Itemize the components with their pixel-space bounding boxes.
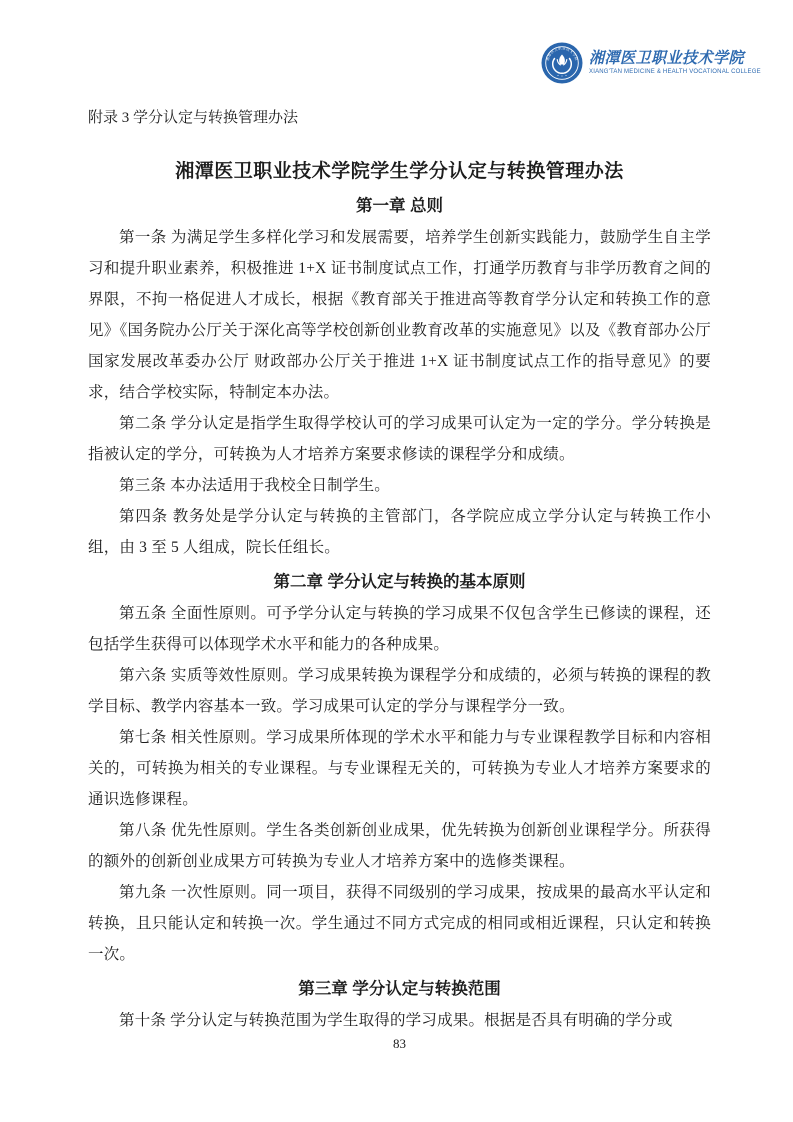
paragraph-article-6: 第六条 实质等效性原则。学习成果转换为课程学分和成绩的，必须与转换的课程的教学目标、教学内容基本一致。学习成果可认定的学分与课程学分一致。 — [88, 667, 711, 715]
paragraph-article-5: 第五条 全面性原则。可予学分认定与转换的学习成果不仅包含学生已修读的课程，还包括学生获得可以体现学术水平和能力的各种成果。 — [88, 605, 711, 653]
document-content — [88, 0, 711, 1036]
chapter-heading-1: 第一章 总则 — [355, 197, 444, 215]
document-title: 湘潭医卫职业技术学院学生学分认定与转换管理办法 — [175, 161, 624, 182]
appendix-label: 附录 3 学分认定与转换管理办法 — [88, 110, 299, 126]
page-number: 83 — [393, 1036, 406, 1051]
paragraph-article-4: 第四条 教务处是学分认定与转换的主管部门，各学院应成立学分认定与转换工作小组，由 3 至 5 人组成，院长任组长。 — [88, 508, 711, 556]
chapter-heading-3: 第三章 学分认定与转换范围 — [298, 980, 501, 998]
paragraph-article-9: 第九条 一次性原则。同一项目，获得不同级别的学习成果，按成果的最高水平认定和转换，且只能认定和转换一次。学生通过不同方式完成的相同或相近课程，只认定和转换一次。 — [88, 884, 711, 963]
paragraph-article-1: 第一条 为满足学生多样化学习和发展需要，培养学生创新实践能力，鼓励学生自主学习和提升职业素养，积极推进 1+X 证书制度试点工作，打通学历教育与非学历教育之间的界限，不拘一格促进人才成长，根据《教育部关于推进高等教育学分认定和转换工作的意见》《国务院办公厅关于深化高等学校创新创业教育改革的实施意见》以及《教育部办公厅 国家发展改革委办公厅 财政部办公厅关于推进 1+X 证书制度试点工作的指导意见》的要求，结合学校实际，特制定本办法。 — [88, 229, 711, 401]
paragraph-article-10: 第十条 学分认定与转换范围为学生取得的学习成果。根据是否具有明确的学分或 — [119, 1012, 673, 1029]
paragraph-article-7: 第七条 相关性原则。学习成果所体现的学术水平和能力与专业课程教学目标和内容相关的，可转换为相关的专业课程。与专业课程无关的，可转换为专业人才培养方案要求的通识选修课程。 — [88, 729, 711, 808]
paragraph-article-3: 第三条 本办法适用于我校全日制学生。 — [119, 477, 390, 494]
chapter-heading-2: 第二章 学分认定与转换的基本原则 — [273, 573, 526, 591]
college-name-calligraphy: 湘潭医卫职业技术学院 — [589, 50, 745, 68]
college-name-english: XIANG'TAN MEDICINE & HEALTH VOCATIONAL COLLEGE — [589, 69, 761, 75]
paragraph-article-2: 第二条 学分认定是指学生取得学校认可的学习成果可认定为一定的学分。学分转换是指被认定的学分，可转换为人才培养方案要求修读的课程学分和成绩。 — [88, 415, 711, 463]
seal-arc-text: 湘潭医卫职业技术学院 — [545, 46, 579, 62]
paragraph-article-8: 第八条 优先性原则。学生各类创新创业成果，优先转换为创新创业课程学分。所获得的额外的创新创业成果方可转换为专业人才培养方案中的选修类课程。 — [88, 822, 711, 870]
